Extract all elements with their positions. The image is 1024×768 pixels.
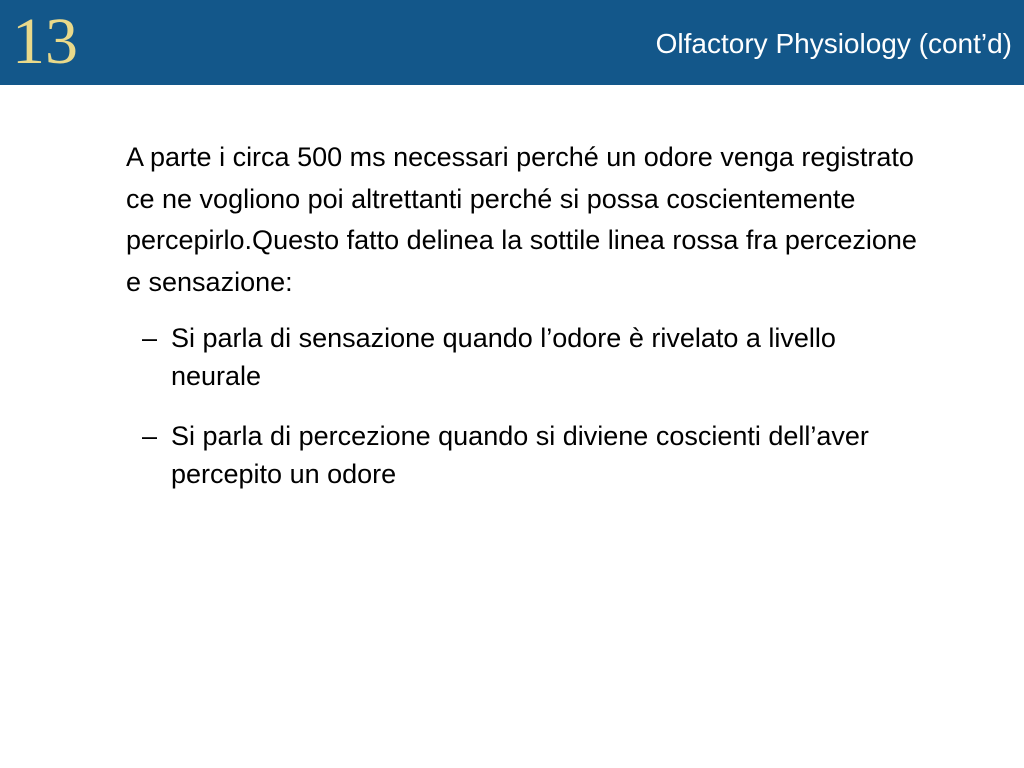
- header-bar: [0, 0, 1024, 85]
- slide-title: Olfactory Physiology (cont’d): [655, 28, 1012, 59]
- bullet-item-sensation: [126, 319, 931, 395]
- bullet-list: [126, 319, 946, 493]
- bullet-text-sensation: Si parla di sensazione quando l’odore è rivelato a livello neurale: [171, 323, 836, 391]
- chapter-number: 13: [12, 5, 78, 78]
- bullet-dash: –: [142, 323, 158, 353]
- bullet-dash: –: [142, 421, 158, 451]
- body-paragraph: A parte i circa 500 ms necessari perché un odore venga registrato ce ne vogliono poi altrettanti perché si possa coscientemente percepirlo.Questo fatto delinea la sottile linea rossa fra percezione e sensazione:: [126, 142, 917, 297]
- bullet-text-perception: Si parla di percezione quando si diviene coscienti dell’aver percepito un odore: [171, 421, 869, 489]
- bullet-item-perception: [126, 417, 931, 493]
- slide-content: [126, 137, 946, 515]
